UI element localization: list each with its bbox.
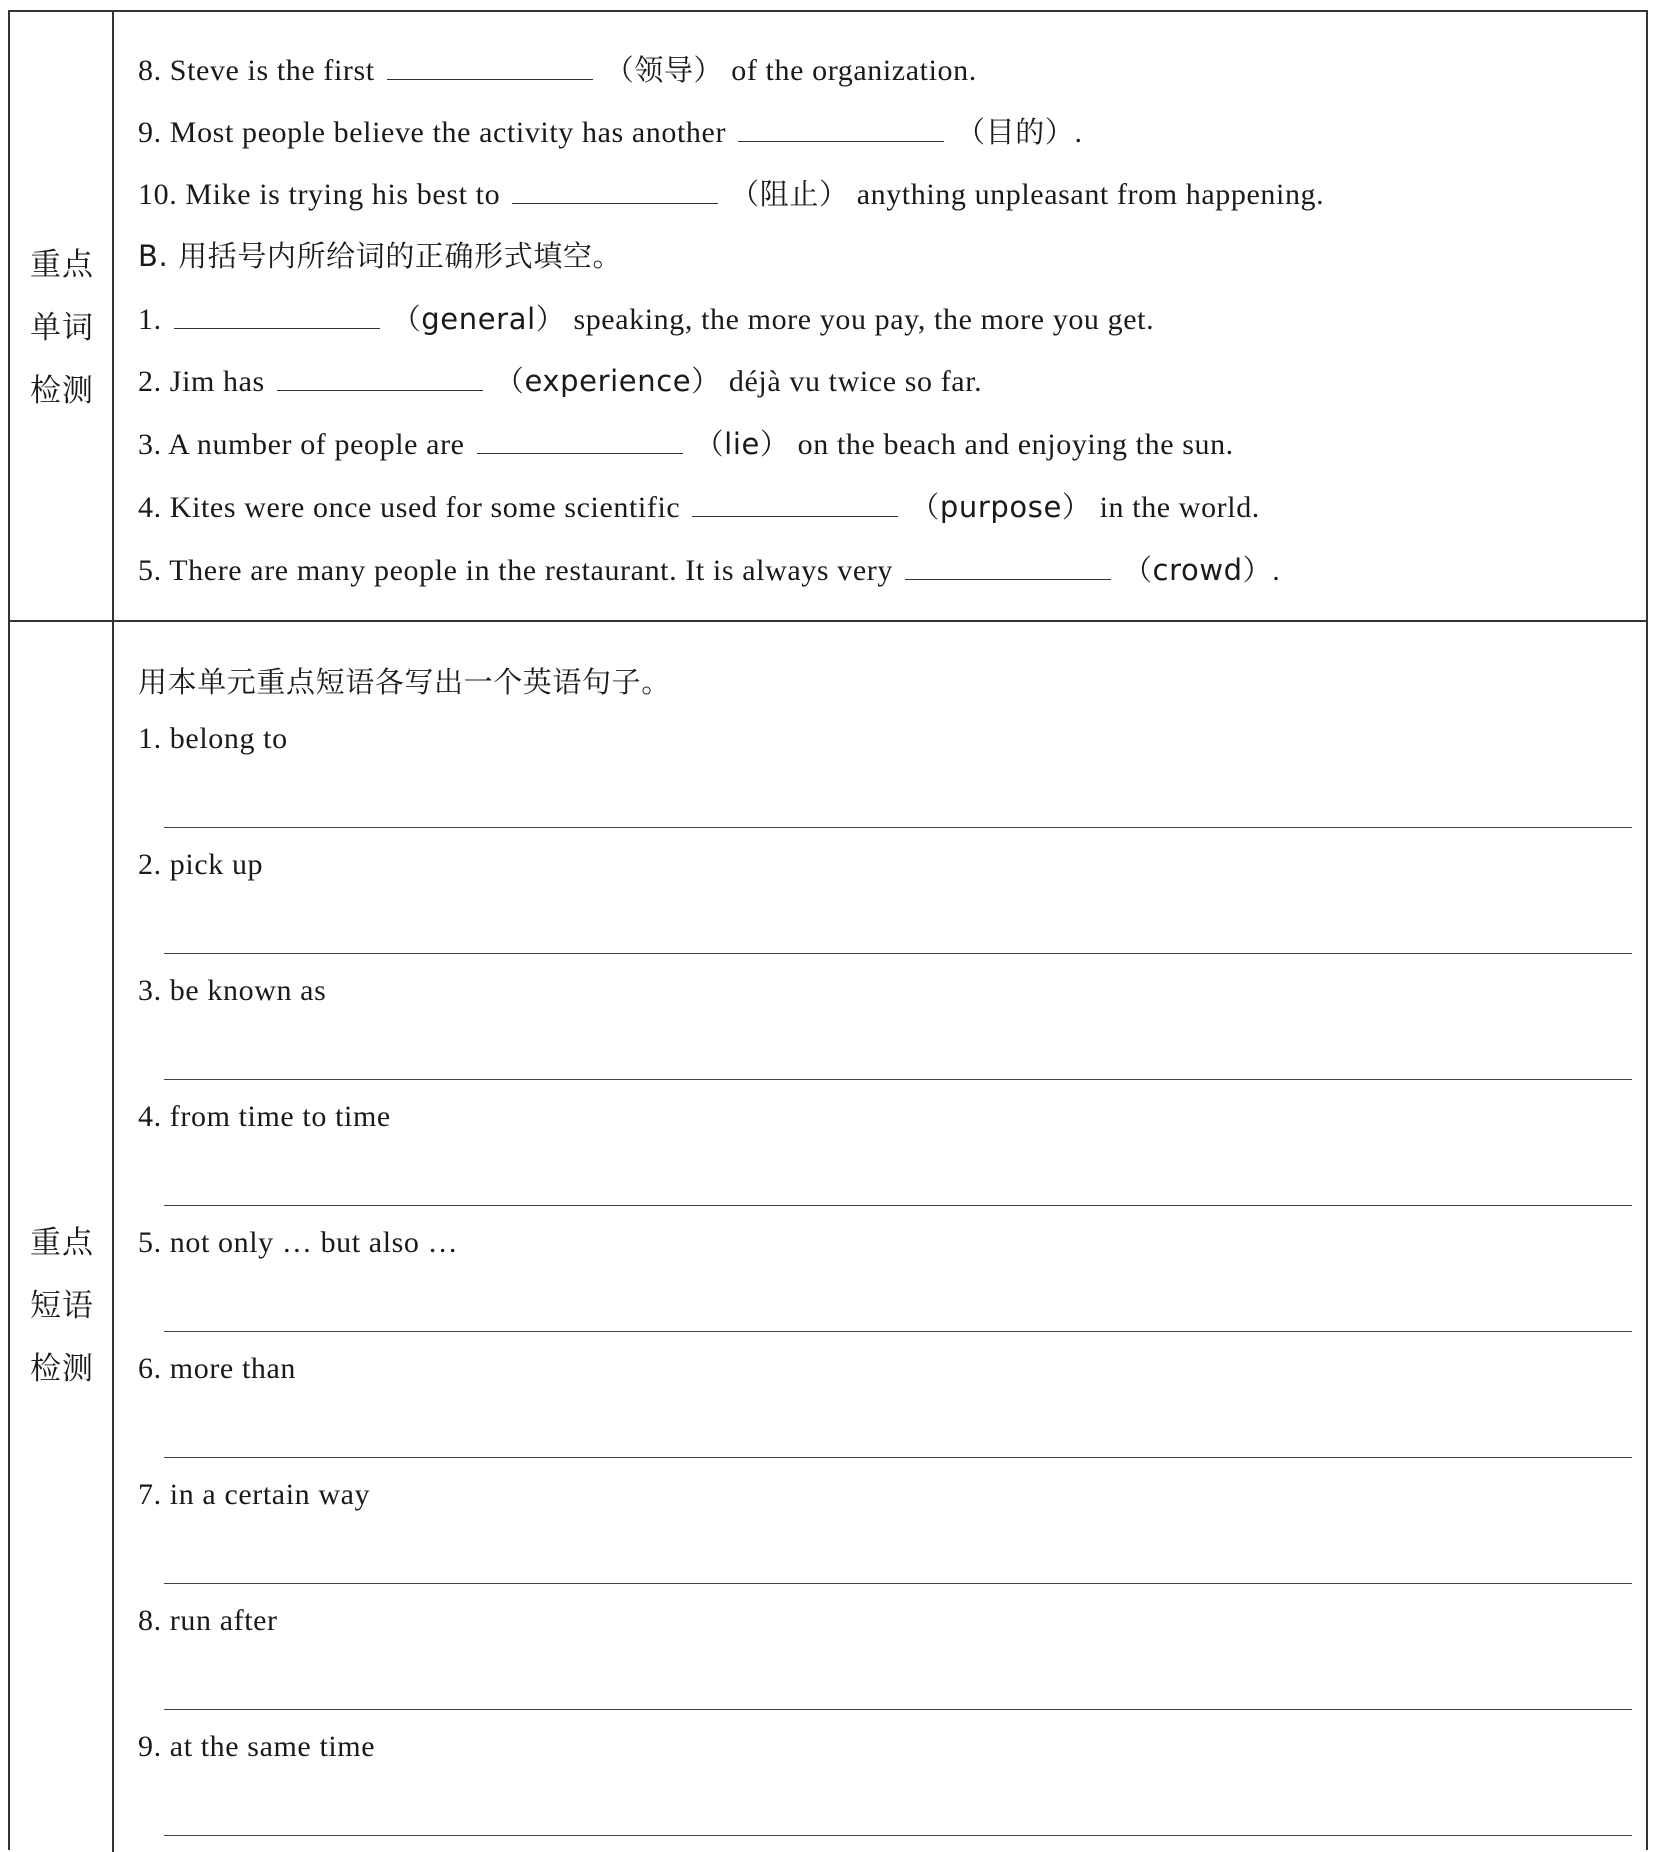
question-text: 4. Kites were once used for some scientific (138, 491, 681, 524)
question-a8 (138, 48, 977, 89)
vocab-content (114, 12, 1646, 620)
question-text: . (1074, 116, 1083, 149)
answer-line[interactable] (164, 1205, 1632, 1206)
phrase-item: 1. belong to (138, 722, 288, 755)
label-line: 重点 (30, 247, 94, 283)
answer-blank[interactable] (692, 490, 898, 517)
question-text: 3. A number of people are (138, 428, 465, 461)
question-text: 1. (138, 303, 162, 336)
answer-line[interactable] (164, 827, 1632, 828)
answer-line[interactable] (164, 1583, 1632, 1584)
phrase-content (114, 622, 1646, 1852)
hint-text: （crowd） (1122, 553, 1273, 587)
question-b5 (138, 548, 1280, 589)
question-text: on the beach and enjoying the sun. (797, 428, 1234, 461)
phrase-heading: 用本单元重点短语各写出一个英语句子。 (138, 665, 671, 699)
question-b4 (138, 485, 1260, 526)
question-text: 9. Most people believe the activity has another (138, 116, 727, 149)
vocab-section (10, 12, 1646, 622)
phrase-item: 2. pick up (138, 848, 264, 881)
question-b3 (138, 422, 1234, 463)
heading-b: B. 用括号内所给词的正确形式填空。 (138, 239, 623, 273)
vocab-section-label (10, 234, 114, 423)
phrase-item: 6. more than (138, 1352, 296, 1385)
phrase-section-label (10, 1212, 114, 1401)
answer-blank[interactable] (387, 53, 593, 80)
question-text: 10. Mike is trying his best to (138, 178, 501, 211)
phrase-section (10, 622, 1646, 1852)
answer-line[interactable] (164, 1835, 1632, 1836)
hint-text: （purpose） (910, 490, 1092, 524)
hint-text: （lie） (694, 427, 790, 461)
question-text: 2. Jim has (138, 365, 265, 398)
phrase-item: 7. in a certain way (138, 1478, 371, 1511)
hint-text: （阻止） (730, 177, 849, 211)
answer-blank[interactable] (477, 427, 683, 454)
answer-blank[interactable] (738, 115, 944, 142)
phrase-item: 9. at the same time (138, 1730, 376, 1763)
hint-text: （general） (391, 302, 566, 336)
question-text: anything unpleasant from happening. (856, 178, 1325, 211)
answer-line[interactable] (164, 1709, 1632, 1710)
label-line: 检测 (30, 373, 94, 409)
phrase-item: 4. from time to time (138, 1100, 391, 1133)
label-line: 单词 (30, 310, 94, 346)
phrase-label-column (10, 622, 114, 1852)
phrase-item: 3. be known as (138, 974, 327, 1007)
answer-line[interactable] (164, 1457, 1632, 1458)
question-text: . (1272, 554, 1281, 587)
answer-blank[interactable] (905, 553, 1111, 580)
answer-line[interactable] (164, 1079, 1632, 1080)
question-text: in the world. (1099, 491, 1260, 524)
vocab-label-column (10, 12, 114, 620)
question-text: 5. There are many people in the restaurant. It is always very (138, 554, 893, 587)
question-text: of the organization. (731, 54, 977, 87)
hint-text: （领导） (604, 53, 724, 87)
answer-line[interactable] (164, 953, 1632, 954)
hint-text: （目的） (956, 115, 1075, 149)
question-b1 (138, 297, 1154, 338)
question-text: déjà vu twice so far. (728, 365, 983, 398)
label-line: 短语 (30, 1288, 94, 1324)
question-text: 8. Steve is the first (138, 54, 375, 87)
question-a10 (138, 172, 1324, 213)
answer-blank[interactable] (277, 364, 483, 391)
answer-line[interactable] (164, 1331, 1632, 1332)
hint-text: （experience） (494, 364, 721, 398)
phrase-item: 5. not only … but also … (138, 1226, 459, 1259)
exercise-sheet (8, 10, 1648, 1850)
phrase-item: 8. run after (138, 1604, 278, 1637)
answer-blank[interactable] (512, 177, 718, 204)
question-text: speaking, the more you pay, the more you get. (573, 303, 1155, 336)
label-line: 重点 (30, 1225, 94, 1261)
question-b2 (138, 359, 982, 400)
question-a9 (138, 110, 1083, 151)
label-line: 检测 (30, 1351, 94, 1387)
answer-blank[interactable] (174, 302, 380, 329)
